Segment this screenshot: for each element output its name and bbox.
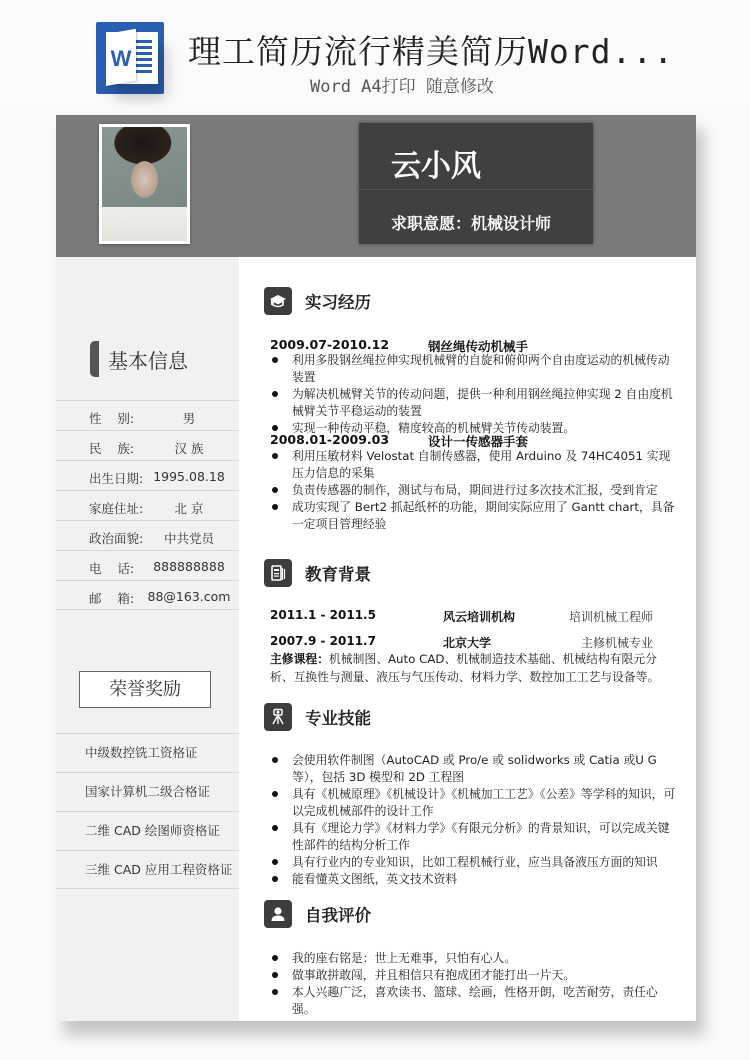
info-row-email: 邮 箱: 88@163.com — [56, 580, 239, 610]
list-item: 做事敢拼敢闯，并且相信只有抱成团才能打出一片天。 — [270, 967, 680, 984]
list-item: 我的座右铭是：世上无难事，只怕有心人。 — [270, 950, 680, 967]
list-item: 为解决机械臂关节的传动问题，提供一种利用钢丝绳拉伸实现 2 自由度机械臂关节平稳运动的装置 — [270, 386, 680, 420]
main-content: 实习经历 2009.07-2010.12 钢丝绳传动机械手 利用多股钢丝绳拉伸实现机械臂的自旋和俯仰两个自由度运动的机械传动装置 为解决机械臂关节的传动问题，提供一种利用钢丝绳拉伸实现 2 自由度机械臂关节平稳运动的装置 实现一种传动平稳，精度较高的机械臂关节传动装置。 2008.01-2009.03 设计一传感器手套 利用压敏材料 Velostat 自制传感器，使用 Arduino 及 74HC4051 实现压力信息的采集 负责传感器的制作，测试与布局，期间进行过多次技术汇报，受到肯定 成功实现了 Bert2 抓起纸杯的功能，期间实际应用了 Gantt chart，具备一定项目管理经验 教育背景 2011.1 - 2011.5 风云培训机构 培训机械工程师 2007.9 - 2011.7 北京大学 主修机械专业 主修课程：机械制图、Auto CAD、机械制造技术基础、机械结构有限元分析、互换性与测量、液压与气压传动、材料力学、数控加工工艺与设备等。 专业技能 会使用软件制图（AutoCAD 或 Pro/e 或 solidworks 或 Catia 或U G等），包括 3D 模型和 2D 工程图 具有《机械原理》《机械设计》《机械加工工艺》《公差》等学科的知识，可以完成机械部件的设计工作 具有《理论力学》《材料力学》《有限元分析》的背景知识，可以完成关键性部件的结构分析工作 具有行业内的专业知识，比如工程机械行业，应当具备液压方面的知识 能看懂英文图纸，英文技术资料 自我评价 我的座右铭是：世上无难事，只怕有心人。 做事敢拼敢闯，并且相信只有抱成团才能打出一片天。 本人兴趣广泛，喜欢读书、篮球、绘画，性格开朗，吃苦耐劳，责任心强。 — [239, 257, 696, 1021]
award-item: 三维 CAD 应用工程资格证 — [56, 850, 239, 889]
job-bullets — [270, 448, 680, 533]
info-row-address: 家庭住址: 北 京 — [56, 490, 239, 520]
self-eval-bullets — [270, 950, 680, 1018]
list-item: 会使用软件制图（AutoCAD 或 Pro/e 或 solidworks 或 Catia 或U G等），包括 3D 模型和 2D 工程图 — [270, 752, 680, 786]
candidate-name: 云小风 — [391, 149, 481, 184]
list-item: 能看懂英文图纸，英文技术资料 — [270, 871, 680, 888]
heading-bar — [90, 341, 99, 377]
list-item: 负责传感器的制作，测试与布局，期间进行过多次技术汇报，受到肯定 — [270, 482, 680, 499]
list-item: 成功实现了 Bert2 抓起纸杯的功能，期间实际应用了 Gantt chart，具备一定项目管理经验 — [270, 499, 680, 533]
resume-page — [56, 115, 696, 1021]
award-item: 国家计算机二级合格证 — [56, 772, 239, 811]
job-header: 2009.07-2010.12 钢丝绳传动机械手 — [270, 337, 529, 354]
divider — [359, 189, 593, 190]
list-item: 利用压敏材料 Velostat 自制传感器，使用 Arduino 及 74HC4051 实现压力信息的采集 — [270, 448, 680, 482]
document-subtitle: Word A4打印 随意修改 — [310, 77, 494, 97]
job-bullets — [270, 352, 680, 437]
resume-header — [56, 115, 696, 257]
info-row-gender: 性 别: 男 — [56, 400, 239, 430]
info-row-political: 政治面貌: 中共党员 — [56, 520, 239, 550]
list-item: 本人兴趣广泛，喜欢读书、篮球、绘画，性格开朗，吃苦耐劳，责任心强。 — [270, 984, 680, 1018]
list-item: 实现一种传动平稳，精度较高的机械臂关节传动装置。 — [270, 420, 680, 437]
camera-tripod-icon — [264, 703, 292, 731]
book-icon — [264, 559, 292, 587]
award-item: 中级数控铣工资格证 — [56, 733, 239, 772]
sidebar: 基本信息 性 别: 男 民 族: 汉 族 出生日期: 1995.08.18 家庭住址: 北 京 政治面貌: 中共党员 电 话: 888888888 邮 箱: 88@163.com 荣誉奖励 中级数控铣工资格证 国家计算机二级合格证 二维 CAD 绘图师资格证 三维 CAD 应用工程资格证 — [56, 257, 239, 1021]
title-banner — [0, 0, 750, 110]
name-box — [359, 123, 593, 244]
education-row: 2011.1 - 2011.5 风云培训机构 培训机械工程师 — [270, 608, 653, 624]
info-row-ethnicity: 民 族: 汉 族 — [56, 430, 239, 460]
job-header: 2008.01-2009.03 设计一传感器手套 — [270, 432, 529, 449]
profile-photo — [99, 124, 190, 244]
award-item: 二维 CAD 绘图师资格证 — [56, 811, 239, 850]
person-icon — [264, 900, 292, 928]
job-intent: 求职意愿：机械设计师 — [391, 214, 552, 233]
word-doc-icon: W — [96, 22, 164, 94]
list-item: 具有行业内的专业知识，比如工程机械行业，应当具备液压方面的知识 — [270, 854, 680, 871]
document-title: 理工简历流行精美简历Word... — [188, 32, 675, 71]
education-row: 2007.9 - 2011.7 北京大学 主修机械专业 — [270, 634, 653, 650]
list-item: 具有《机械原理》《机械设计》《机械加工工艺》《公差》等学科的知识，可以完成机械部件的设计工作 — [270, 786, 680, 820]
list-item: 利用多股钢丝绳拉伸实现机械臂的自旋和俯仰两个自由度运动的机械传动装置 — [270, 352, 680, 386]
courses-text: 主修课程：机械制图、Auto CAD、机械制造技术基础、机械结构有限元分析、互换性与测量、液压与气压传动、材料力学、数控加工工艺与设备等。 — [270, 652, 660, 684]
skills-bullets — [270, 752, 680, 888]
list-item: 具有《理论力学》《材料力学》《有限元分析》的背景知识，可以完成关键性部件的结构分析工作 — [270, 820, 680, 854]
info-row-birthdate: 出生日期: 1995.08.18 — [56, 460, 239, 490]
awards-heading: 荣誉奖励 — [79, 671, 211, 708]
basic-info-list — [56, 400, 239, 610]
awards-list — [56, 733, 239, 889]
info-row-phone: 电 话: 888888888 — [56, 550, 239, 580]
graduation-cap-icon — [264, 287, 292, 315]
